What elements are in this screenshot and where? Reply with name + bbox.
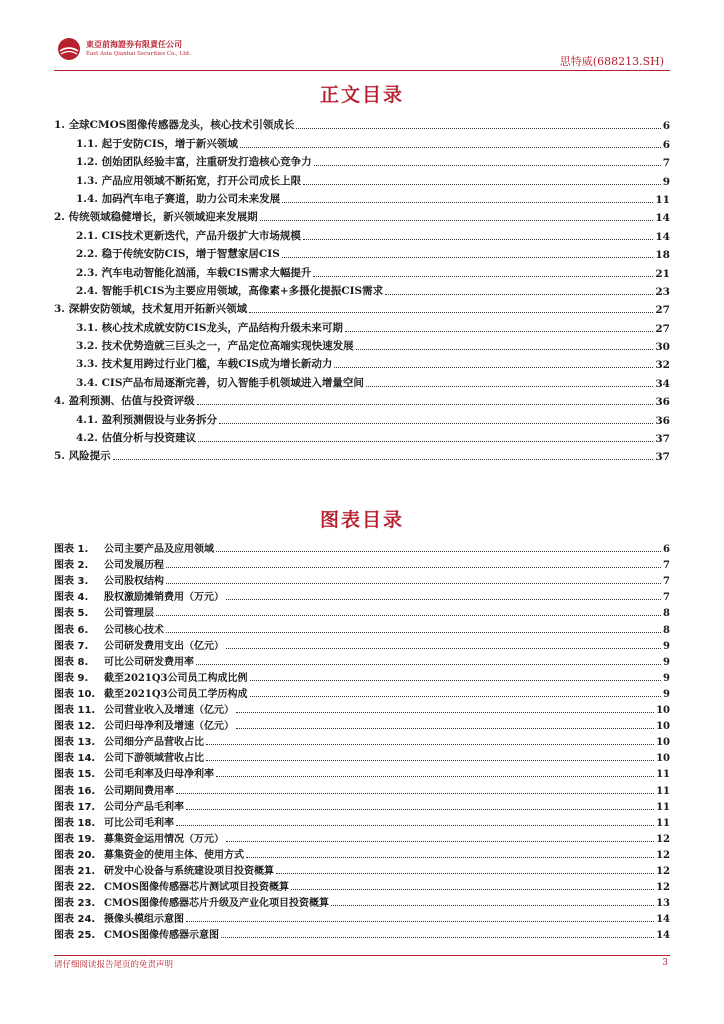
dot-leader [291, 889, 654, 890]
figure-title: 截至2021Q3公司员工学历构成 [104, 688, 248, 700]
dot-leader [282, 202, 653, 203]
figure-entry[interactable] [54, 539, 670, 555]
figure-entry-label-wrap [54, 621, 164, 636]
dot-leader [246, 857, 654, 858]
dot-leader [166, 567, 661, 568]
figure-entry-label-wrap [54, 556, 164, 571]
figure-title: 公司下游领域营收占比 [104, 753, 204, 765]
figure-title: CMOS图像传感器芯片升级及产业化项目投资概算 [104, 898, 329, 910]
toc-entry-label: 1.4. 加码汽车电子赛道，助力公司未来发展 [76, 192, 281, 205]
figure-number: 图表 6. [54, 624, 89, 636]
figure-entry[interactable] [54, 797, 670, 813]
dot-leader [236, 728, 654, 729]
figure-title: 公司核心技术 [104, 624, 164, 636]
figure-title: 可比公司毛利率 [104, 817, 174, 829]
figure-entry-label-wrap [54, 685, 248, 700]
dot-leader [282, 257, 654, 258]
dot-leader [196, 664, 661, 665]
figure-title: 摄像头模组示意图 [104, 914, 184, 926]
figure-entry[interactable] [54, 813, 670, 829]
dot-leader [198, 441, 653, 442]
figure-number: 图表 10. [54, 688, 96, 700]
figure-entry-page: 10 [656, 753, 670, 765]
figure-number: 图表 5. [54, 608, 89, 620]
figure-number: 图表 11. [54, 705, 96, 717]
page-number: 3 [662, 958, 668, 968]
figure-entry-label-wrap [54, 717, 234, 732]
figure-entry[interactable] [54, 603, 670, 619]
figure-number: 图表 1. [54, 544, 89, 556]
toc-entry-label: 1.3. 产品应用领域不断拓宽，打开公司成长上限 [76, 174, 302, 187]
toc-entry-label: 2.3. 汽车电动智能化汹涌，车载CIS需求大幅提升 [76, 266, 312, 279]
toc-entry[interactable] [54, 224, 670, 242]
figure-title: 截至2021Q3公司员工构成比例 [104, 672, 248, 684]
figure-entry[interactable] [54, 845, 670, 861]
figure-entry-page: 7 [663, 576, 670, 588]
toc-entry-label: 4. 盈利预测、估值与投资评级 [54, 395, 195, 408]
dot-leader [385, 294, 653, 295]
figure-entry-page: 11 [656, 769, 670, 781]
figure-number: 图表 24. [54, 914, 96, 926]
figure-entry-page: 7 [663, 560, 670, 572]
figure-number: 图表 7. [54, 640, 89, 652]
toc-entry[interactable] [54, 390, 670, 408]
toc-entry-label: 1.2. 创始团队经验丰富，注重研发打造核心竞争力 [76, 156, 312, 169]
figure-entry[interactable] [54, 652, 670, 668]
dot-leader [186, 809, 654, 810]
dot-leader [366, 386, 653, 387]
dot-leader [276, 873, 654, 874]
figure-title: 公司发展历程 [104, 560, 164, 572]
dot-leader [176, 793, 654, 794]
figure-entry-label-wrap [54, 765, 214, 780]
toc-entry[interactable] [54, 371, 670, 389]
dot-leader [240, 147, 661, 148]
page-header [0, 0, 724, 80]
figure-entry-page: 10 [656, 705, 670, 717]
toc-entry-page: 34 [655, 377, 670, 390]
figure-entry-page: 14 [656, 914, 670, 926]
dot-leader [221, 937, 654, 938]
figure-entry-page: 8 [663, 624, 670, 636]
figure-entry[interactable] [54, 732, 670, 748]
figure-number: 图表 9. [54, 672, 89, 684]
figure-entry-label-wrap [54, 749, 204, 764]
toc-entry-page: 14 [655, 212, 670, 225]
dot-leader [197, 404, 654, 405]
toc-entry-label: 2.4. 智能手机CIS为主要应用领域，高像素+多摄化提振CIS需求 [76, 284, 384, 297]
toc-entry-page: 27 [655, 304, 670, 317]
toc-entry-label: 3.4. CIS产品布局逐渐完善，切入智能手机领域进入增量空间 [76, 376, 364, 389]
figure-number: 图表 8. [54, 656, 89, 668]
dot-leader [314, 165, 661, 166]
figure-entry-label-wrap [54, 588, 224, 603]
figure-title: 募集资金的使用主体、使用方式 [104, 849, 244, 861]
figure-entry-label-wrap [54, 637, 224, 652]
toc-entry[interactable] [54, 408, 670, 426]
toc-entry[interactable] [54, 132, 670, 150]
dot-leader [216, 776, 654, 777]
figure-title: 公司分产品毛利率 [104, 801, 184, 813]
figure-entry[interactable] [54, 764, 670, 780]
figure-entry-page: 10 [656, 721, 670, 733]
dot-leader [303, 184, 661, 185]
figure-entry[interactable] [54, 716, 670, 732]
toc-entry[interactable] [54, 427, 670, 445]
figure-number: 图表 12. [54, 721, 96, 733]
toc-entry-label: 2.1. CIS技术更新迭代，产品升级扩大市场规模 [76, 229, 301, 242]
toc-entry-label: 5. 风险提示 [54, 450, 111, 463]
toc-entry-page: 6 [662, 120, 670, 133]
figure-entry-label-wrap [54, 846, 244, 861]
toc-entry[interactable] [54, 280, 670, 298]
figure-entry-label-wrap [54, 798, 184, 813]
figure-entry[interactable] [54, 555, 670, 571]
figure-entry-page: 6 [663, 544, 670, 556]
dot-leader [250, 696, 662, 697]
toc-entry[interactable] [54, 169, 670, 187]
table-of-contents [54, 114, 670, 463]
toc-entry-label: 2.2. 稳于传统安防CIS，增于智慧家居CIS [76, 248, 280, 261]
figure-entry[interactable] [54, 700, 670, 716]
figure-number: 图表 17. [54, 801, 96, 813]
figure-title: 研发中心设备与系统建设项目投资概算 [104, 865, 274, 877]
figure-entry-label-wrap [54, 733, 204, 748]
figure-title: 公司归母净利及增速（亿元） [104, 721, 234, 733]
figure-title: 公司细分产品营收占比 [104, 737, 204, 749]
toc-entry[interactable] [54, 188, 670, 206]
header-divider [54, 70, 670, 71]
figure-entry[interactable] [54, 684, 670, 700]
toc-entry[interactable] [54, 353, 670, 371]
toc-entry-label: 4.2. 估值分析与投资建议 [76, 432, 197, 445]
figure-title: 募集资金运用情况（万元） [104, 833, 224, 845]
figure-entry-page: 11 [656, 785, 670, 797]
figure-number: 图表 16. [54, 785, 96, 797]
figure-entry-label-wrap [54, 910, 184, 925]
toc-entry[interactable] [54, 335, 670, 353]
figure-number: 图表 4. [54, 592, 89, 604]
dot-leader [186, 921, 654, 922]
figure-entry-page: 10 [656, 737, 670, 749]
figure-number: 图表 21. [54, 865, 96, 877]
toc-entry[interactable] [54, 206, 670, 224]
toc-entry-label: 1. 全球CMOS图像传感器龙头，核心技术引领成长 [54, 119, 295, 132]
figure-entry-page: 12 [656, 849, 670, 861]
figure-entry-page: 14 [656, 930, 670, 942]
figure-number: 图表 2. [54, 560, 89, 572]
figure-entry-label-wrap [54, 604, 154, 619]
figure-entry-label-wrap [54, 653, 194, 668]
figure-entry[interactable] [54, 571, 670, 587]
figure-title: 公司期间费用率 [104, 785, 174, 797]
figure-entry-label-wrap [54, 782, 174, 797]
figure-title: 可比公司研发费用率 [104, 656, 194, 668]
toc-entry-page: 14 [655, 230, 670, 243]
figure-entry-page: 12 [656, 865, 670, 877]
toc-entry-label: 1.1. 起于安防CIS，增于新兴领域 [76, 137, 238, 150]
figure-number: 图表 23. [54, 898, 96, 910]
toc-entry[interactable] [54, 261, 670, 279]
figure-entry-label-wrap [54, 878, 289, 893]
figure-title: 公司主要产品及应用领域 [104, 544, 214, 556]
company-logo-icon [56, 36, 82, 62]
figure-entry[interactable] [54, 619, 670, 635]
dot-leader [166, 583, 661, 584]
figure-entry-page: 9 [663, 672, 670, 684]
toc-title: 正文目录 [319, 84, 404, 106]
figure-title: 公司营业收入及增速（亿元） [104, 705, 234, 717]
figure-entry-page: 12 [656, 833, 670, 845]
figure-entry[interactable] [54, 668, 670, 684]
dot-leader [303, 239, 653, 240]
figure-entry[interactable] [54, 925, 670, 941]
figure-entry[interactable] [54, 636, 670, 652]
figure-title: CMOS图像传感器芯片测试项目投资概算 [104, 882, 289, 894]
figure-entry[interactable] [54, 893, 670, 909]
toc-entry-page: 21 [655, 267, 670, 280]
toc-entry-label: 2. 传统领域稳健增长，新兴领域迎来发展期 [54, 211, 258, 224]
toc-entry-label: 3.3. 技术复用跨过行业门槛，车载CIS成为增长新动力 [76, 358, 333, 371]
toc-entry-page: 18 [655, 249, 670, 262]
dot-leader [226, 599, 661, 600]
toc-entry-page: 37 [655, 433, 670, 446]
dot-leader [250, 680, 662, 681]
figure-entry-page: 11 [656, 817, 670, 829]
toc-entry-page: 36 [655, 414, 670, 427]
figure-entry-label-wrap [54, 862, 274, 877]
figure-entry-page: 12 [656, 882, 670, 894]
figure-entry-label-wrap [54, 830, 224, 845]
figure-number: 图表 20. [54, 849, 96, 861]
dot-leader [356, 349, 654, 350]
toc-entry-page: 11 [655, 193, 670, 206]
figure-title: 公司毛利率及归母净利率 [104, 769, 214, 781]
stock-name: 思特威(688213.SH) [559, 55, 664, 68]
toc-entry-page: 37 [655, 451, 670, 464]
dot-leader [206, 760, 654, 761]
dot-leader [313, 276, 653, 277]
toc-entry-label: 3. 深耕安防领域，技术复用开拓新兴领域 [54, 303, 248, 316]
figure-entry-page: 7 [663, 592, 670, 604]
figure-list [54, 539, 670, 941]
figure-entry-page: 11 [656, 801, 670, 813]
dot-leader [156, 615, 661, 616]
figures-title: 图表目录 [319, 509, 404, 531]
figure-number: 图表 13. [54, 737, 96, 749]
figure-entry-page: 9 [663, 640, 670, 652]
toc-entry[interactable] [54, 445, 670, 463]
figure-entry-label-wrap [54, 926, 219, 941]
toc-entry-label: 4.1. 盈利预测假设与业务拆分 [76, 413, 218, 426]
figure-entry[interactable] [54, 909, 670, 925]
figure-entry-label-wrap [54, 572, 164, 587]
figure-number: 图表 18. [54, 817, 96, 829]
figure-entry[interactable] [54, 861, 670, 877]
figure-number: 图表 22. [54, 882, 96, 894]
figure-entry[interactable] [54, 877, 670, 893]
dot-leader [219, 423, 653, 424]
figure-number: 图表 25. [54, 930, 96, 942]
figure-entry[interactable] [54, 829, 670, 845]
figure-entry[interactable] [54, 587, 670, 603]
toc-entry[interactable] [54, 151, 670, 169]
toc-entry-page: 6 [662, 138, 670, 151]
toc-entry-page: 23 [655, 285, 670, 298]
figure-entry-label-wrap [54, 701, 234, 716]
dot-leader [249, 312, 653, 313]
dot-leader [334, 367, 653, 368]
toc-entry-page: 32 [655, 359, 670, 372]
figure-entry[interactable] [54, 748, 670, 764]
toc-entry[interactable] [54, 243, 670, 261]
figure-number: 图表 14. [54, 753, 96, 765]
toc-entry-page: 30 [655, 341, 670, 354]
footer-disclaimer[interactable]: 请仔细阅读报告尾页的免责声明 [54, 960, 174, 970]
figure-entry-label-wrap [54, 540, 214, 555]
figure-entry-label-wrap [54, 814, 174, 829]
figure-number: 图表 19. [54, 833, 96, 845]
figure-title: 公司研发费用支出（亿元） [104, 640, 224, 652]
toc-entry[interactable] [54, 316, 670, 334]
toc-entry-page: 7 [662, 157, 670, 170]
toc-entry-page: 36 [655, 396, 670, 409]
figure-entry-label-wrap [54, 894, 329, 909]
dot-leader [113, 459, 654, 460]
figure-title: 股权激励摊销费用（万元） [104, 592, 224, 604]
dot-leader [226, 841, 654, 842]
footer-divider [54, 955, 670, 956]
company-name-en: East Asia Qianhai Securities Co., Ltd. [86, 51, 191, 57]
figure-number: 图表 3. [54, 576, 89, 588]
dot-leader [226, 648, 661, 649]
figure-title: 公司管理层 [104, 608, 154, 620]
dot-leader [345, 331, 653, 332]
company-name-cn: 東亞前海證券有限責任公司 [86, 39, 182, 49]
dot-leader [206, 744, 654, 745]
figure-entry-page: 13 [656, 898, 670, 910]
toc-entry[interactable] [54, 298, 670, 316]
figure-title: 公司股权结构 [104, 576, 164, 588]
toc-entry-label: 3.1. 核心技术成就安防CIS龙头，产品结构升级未来可期 [76, 321, 343, 334]
toc-entry-label: 3.2. 技术优势造就三巨头之一，产品定位高端实现快速发展 [76, 340, 354, 353]
dot-leader [331, 905, 654, 906]
figure-entry-page: 9 [663, 656, 670, 668]
figure-entry-label-wrap [54, 669, 248, 684]
figure-number: 图表 15. [54, 769, 96, 781]
dot-leader [236, 712, 654, 713]
figure-entry-page: 8 [663, 608, 670, 620]
toc-entry-page: 9 [662, 175, 670, 188]
toc-entry-page: 27 [655, 322, 670, 335]
toc-entry[interactable] [54, 114, 670, 132]
dot-leader [296, 128, 660, 129]
figure-entry-page: 9 [663, 688, 670, 700]
dot-leader [166, 632, 661, 633]
figure-entry[interactable] [54, 780, 670, 796]
figure-title: CMOS图像传感器示意图 [104, 930, 219, 942]
dot-leader [216, 551, 661, 552]
dot-leader [260, 220, 654, 221]
dot-leader [176, 825, 654, 826]
